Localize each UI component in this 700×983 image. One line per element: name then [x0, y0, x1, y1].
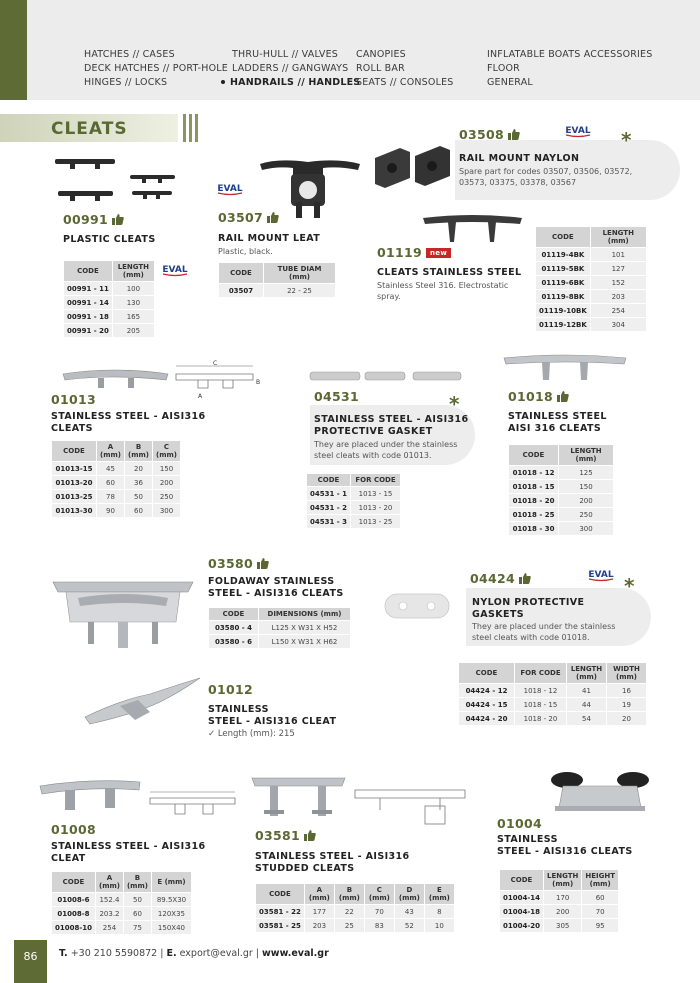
product-title: FOLDAWAY STAINLESS — [208, 576, 335, 587]
nav-column-3 — [356, 48, 454, 90]
table-01013: CODE A (mm) B (mm) C (mm) 01013-15 45 20 150 01013-20 60 36 200 01013-25 78 50 250 01013-30 90 60 300 — [51, 440, 181, 518]
table-row: 03580 - 6 L150 X W31 X H62 — [209, 635, 351, 649]
black-stainless-cleat-image — [420, 210, 525, 250]
table-row: 04424 - 12 1018 - 12 41 16 — [459, 684, 647, 698]
svg-text:EVAL: EVAL — [588, 570, 614, 580]
product-code: 00991 — [63, 212, 124, 227]
nav-link[interactable]: HINGES // LOCKS — [84, 77, 168, 88]
nav-link[interactable]: HATCHES // CASES — [84, 49, 175, 60]
table-row: 00991 - 20 205 — [64, 324, 155, 338]
product-title: STAINLESS — [497, 834, 558, 845]
thumbs-up-icon — [112, 214, 124, 225]
stainless-cleat-01004-image — [545, 768, 655, 818]
svg-text:A: A — [198, 393, 203, 400]
svg-text:EVAL: EVAL — [162, 265, 188, 275]
table-row: 01018 - 25 250 — [509, 508, 614, 522]
product-title: CLEATS STAINLESS STEEL — [377, 267, 522, 278]
product-code: 03581 — [255, 828, 316, 843]
table-00991: CODE LENGTH (mm) 00991 - 11 100 00991 - 14 130 00991 - 18 165 00991 - 20 205 — [63, 260, 155, 338]
eval-logo — [215, 180, 245, 196]
table-row: 01008-8 203.2 60 120X35 — [52, 907, 192, 921]
eval-logo — [563, 122, 593, 138]
decorative-stripe — [189, 114, 192, 142]
nav-column-4 — [487, 48, 653, 90]
table-row: 04424 - 20 1018 - 20 54 20 — [459, 712, 647, 726]
product-title: RAIL MOUNT NAYLON — [459, 153, 580, 164]
table-row: 01013-15 45 20 150 — [52, 462, 181, 476]
email-link[interactable]: export@eval.gr — [179, 948, 253, 959]
table-04424: CODE FOR CODE LENGTH (mm) WIDTH (mm) 04424 - 12 1018 - 12 41 16 04424 - 15 1018 - 15 44 19 04424 - 20 1018 - 20 54 20 — [458, 662, 647, 726]
table-row: 01018 - 12 125 — [509, 466, 614, 480]
product-title: CLEAT — [51, 853, 86, 864]
table-row: 01119-5BK 127 — [536, 262, 647, 276]
table-row: 01119-10BK 254 — [536, 304, 647, 318]
nav-link[interactable]: GENERAL — [487, 77, 533, 88]
website-link[interactable]: www.eval.gr — [262, 948, 329, 959]
product-code: 01012 — [208, 682, 253, 697]
product-title: PROTECTIVE GASKET — [314, 426, 433, 437]
table-row: 01008-10 254 75 150X40 — [52, 921, 192, 935]
plastic-cleats-image — [50, 155, 180, 205]
nav-column-2 — [232, 48, 360, 90]
svg-text:EVAL: EVAL — [565, 126, 591, 136]
header-accent-block — [0, 0, 27, 100]
studded-cleat-image — [250, 770, 470, 830]
table-03581: CODE A (mm) B (mm) C (mm) D (mm) E (mm) 03581 - 22 177 22 70 43 8 03581 - 25 203 25 83 52 10 — [255, 883, 455, 933]
page-number: 86 — [23, 950, 38, 963]
table-row: 00991 - 18 165 — [64, 310, 155, 324]
table-row: 04424 - 15 1018 - 15 44 19 — [459, 698, 647, 712]
product-title: STAINLESS STEEL - AISI316 — [255, 851, 410, 862]
product-description: They are placed under the stainless steel cleats with code 01018. — [472, 622, 616, 642]
new-badge: new — [426, 248, 451, 258]
product-description: Stainless Steel 316. Electrostatic spray. — [377, 281, 509, 301]
rail-mount-nylon-image — [370, 138, 460, 198]
table-04531: CODE FOR CODE 04531 - 1 1013 - 15 04531 - 2 1013 - 20 04531 - 3 1013 - 25 — [306, 473, 401, 529]
product-code: 04424 — [470, 571, 531, 586]
nav-link[interactable]: DECK HATCHES // PORT-HOLE — [84, 63, 228, 74]
product-title: STUDDED CLEATS — [255, 863, 355, 874]
product-description: Spare part for codes 03507, 03506, 03572, 03573, 03375, 03378, 03567 — [459, 167, 633, 187]
product-code: 01119 new — [377, 245, 451, 260]
table-row: 01119-6BK 152 — [536, 276, 647, 290]
table-03507: CODE TUBE DIAM (mm) 03507 22 - 25 — [218, 262, 336, 298]
table-row: 03581 - 22 177 22 70 43 8 — [256, 905, 455, 919]
product-code: 01008 — [51, 822, 96, 837]
product-code: 01004 — [497, 816, 542, 831]
nav-link[interactable]: SEATS // CONSOLES — [356, 77, 454, 88]
nav-link[interactable]: ROLL BAR — [356, 63, 405, 74]
asterisk-icon: * — [624, 574, 635, 598]
product-code: 03508 — [459, 127, 520, 142]
product-code: 01018 — [508, 389, 569, 404]
table-row: 03581 - 25 203 25 83 52 10 — [256, 919, 455, 933]
table-row: 01119-8BK 203 — [536, 290, 647, 304]
nav-link[interactable]: INFLATABLE BOATS ACCESSORIES — [487, 49, 653, 60]
product-title: STEEL - AISI316 CLEAT — [208, 716, 337, 727]
thumbs-up-icon — [508, 129, 520, 140]
thumbs-up-icon — [557, 391, 569, 402]
nav-link[interactable]: LADDERS // GANGWAYS — [232, 63, 349, 74]
product-spec: ✓ Length (mm): 215 — [208, 729, 295, 739]
nav-link[interactable]: THRU-HULL // VALVES — [232, 49, 339, 60]
table-01018: CODE LENGTH (mm) 01018 - 12 125 01018 - 15 150 01018 - 20 200 01018 - 25 250 01018 - 30 300 — [508, 444, 614, 536]
svg-text:C: C — [213, 360, 218, 367]
table-row: 01004-20 305 95 — [500, 919, 619, 933]
table-row: 01018 - 30 300 — [509, 522, 614, 536]
active-bullet-icon — [221, 80, 225, 84]
phone-number[interactable]: +30 210 5590872 — [70, 948, 158, 959]
nav-column-1 — [84, 48, 228, 90]
thumbs-up-icon — [257, 558, 269, 569]
stainless-cleat-01012-image — [80, 672, 205, 732]
product-title: STAINLESS STEEL - AISI316 — [51, 841, 206, 852]
thumbs-up-icon — [304, 830, 316, 841]
table-row: 04531 - 2 1013 - 20 — [307, 501, 401, 515]
table-row: 03507 22 - 25 — [219, 284, 336, 298]
contact-info: T. +30 210 5590872 | E. export@eval.gr | www.eval.gr — [59, 948, 329, 959]
table-row: 01018 - 20 200 — [509, 494, 614, 508]
product-description: Plastic, black. — [218, 247, 273, 256]
product-title: STEEL - AISI316 CLEATS — [208, 588, 344, 599]
table-row: 01004-18 200 70 — [500, 905, 619, 919]
table-row: 00991 - 11 100 — [64, 282, 155, 296]
product-title: CLEATS — [51, 423, 93, 434]
table-row: 01013-20 60 36 200 — [52, 476, 181, 490]
decorative-stripe — [195, 114, 198, 142]
thumbs-up-icon — [519, 573, 531, 584]
stainless-cleat-01008-image — [35, 768, 245, 828]
svg-text:EVAL: EVAL — [217, 184, 243, 194]
asterisk-icon: * — [621, 128, 632, 152]
product-title: STAINLESS STEEL - AISI316 — [51, 411, 206, 422]
table-row: 01119-4BK 101 — [536, 248, 647, 262]
section-title: CLEATS — [51, 119, 128, 139]
product-title: AISI 316 CLEATS — [508, 423, 602, 434]
product-title: STAINLESS — [208, 704, 269, 715]
table-row: 01018 - 15 150 — [509, 480, 614, 494]
table-row: 01004-14 170 60 — [500, 891, 619, 905]
product-title: RAIL MOUNT LEAT — [218, 233, 321, 244]
table-row: 00991 - 14 130 — [64, 296, 155, 310]
svg-text:B: B — [256, 379, 261, 386]
eval-logo — [586, 566, 616, 582]
nav-link-active[interactable]: HANDRAILS // HANDLES — [232, 76, 360, 90]
table-row: 01119-12BK 304 — [536, 318, 647, 332]
product-code: 03580 — [208, 556, 269, 571]
table-row: 03580 - 4 L125 X W31 X H52 — [209, 621, 351, 635]
check-icon: ✓ — [208, 729, 216, 739]
product-description: They are placed under the stainless steel cleats with code 01013. — [314, 440, 458, 460]
product-code: 01013 — [51, 392, 96, 407]
product-title: STAINLESS STEEL — [508, 411, 607, 422]
table-row: 01008-6 152.4 50 89.5X30 — [52, 893, 192, 907]
table-row: 01013-25 78 50 250 — [52, 490, 181, 504]
table-row: 04531 - 3 1013 - 25 — [307, 515, 401, 529]
nylon-gasket-image — [383, 592, 453, 622]
table-03580: CODE DIMENSIONS (mm) 03580 - 4 L125 X W31 X H52 03580 - 6 L150 X W31 X H62 — [208, 607, 351, 649]
product-title: STAINLESS STEEL - AISI316 — [314, 414, 469, 425]
table-01119: CODE LENGTH (mm) 01119-4BK 101 01119-5BK 127 01119-6BK 152 01119-8BK 203 01119-10BK 254 01119-12BK 304 — [535, 226, 647, 332]
decorative-stripe — [183, 114, 186, 142]
thumbs-up-icon — [267, 212, 279, 223]
product-title: PLASTIC CLEATS — [63, 234, 156, 245]
table-01008: CODE A (mm) B (mm) E (mm) 01008-6 152.4 50 89.5X30 01008-8 203.2 60 120X35 01008-10 254 75 150X40 — [51, 871, 192, 935]
table-row: 01013-30 90 60 300 — [52, 504, 181, 518]
product-code: 03507 — [218, 210, 279, 225]
stainless-cleat-01018-image — [500, 350, 630, 390]
asterisk-icon: * — [449, 392, 460, 416]
nav-link[interactable]: FLOOR — [487, 63, 520, 74]
gaskets-04531-image — [305, 366, 465, 390]
product-code: 04531 — [314, 389, 359, 404]
product-title: GASKETS — [472, 609, 524, 620]
table-01004: CODE LENGTH (mm) HEIGHT (mm) 01004-14 170 60 01004-18 200 70 01004-20 305 95 — [499, 869, 619, 933]
table-row: 04531 - 1 1013 - 15 — [307, 487, 401, 501]
foldaway-cleat-image — [48, 560, 198, 655]
eval-logo — [160, 261, 190, 277]
nav-link[interactable]: CANOPIES — [356, 49, 406, 60]
product-title: NYLON PROTECTIVE — [472, 597, 585, 608]
product-title: STEEL - AISI316 CLEATS — [497, 846, 633, 857]
